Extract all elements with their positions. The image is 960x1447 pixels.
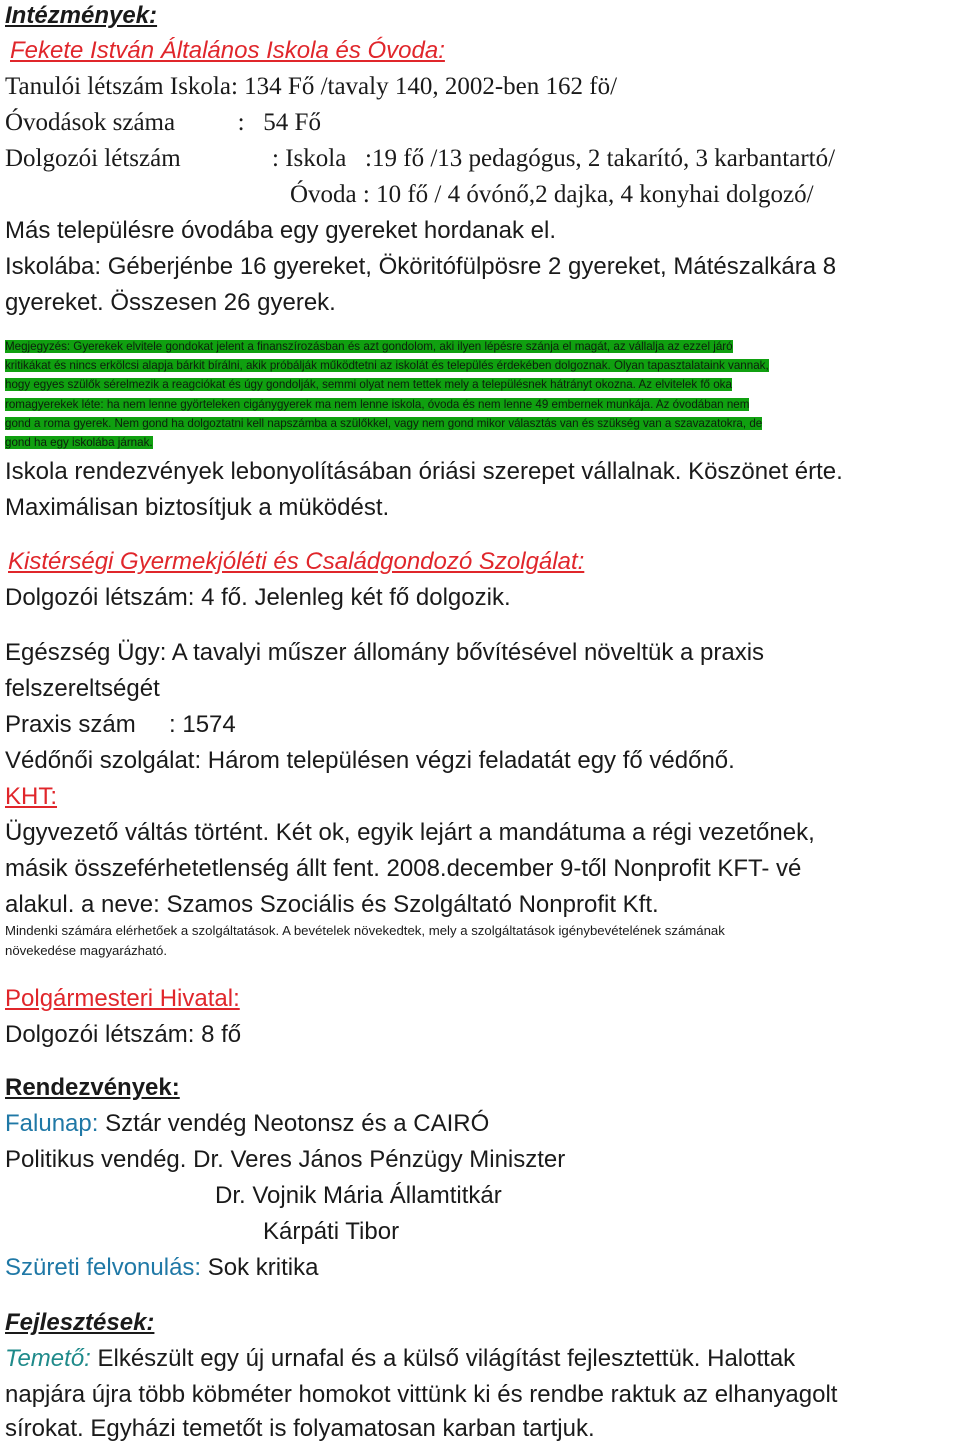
- note-line-1: Megjegyzés: Gyerekek elvitele gondokat jelent a finanszírozásban és azt gondolom, aki ilyen lépésre szánja el magát, az vállalja az ezzel járó: [5, 340, 733, 353]
- staff-school: : Iskola :19 fő /13 pedagógus, 2 takarító, 3 karbantartó/: [272, 145, 836, 172]
- note-line-4: romagyerekek léte: ha nem lenne györteleken cigánygyerek ma nem lenne iskola, óvoda és nem lenne 49 embernek munkája. Az óvodában nem: [5, 398, 750, 411]
- note-line-6: gond ha egy iskolába járnak.: [5, 436, 153, 449]
- school-pupils: Tanulói létszám Iskola: 134 Fő /tavaly 140, 2002-ben 162 fö/: [5, 73, 618, 100]
- village-day: [5, 1108, 489, 1140]
- health-line-1: Egészség Ügy: A tavalyi műszer állomány bővítésével növeltük a praxis: [5, 639, 765, 666]
- kht-line-2: másik összeférhetetlenség állt fent. 2008.december 9-től Nonprofit KFT- vé: [5, 855, 802, 882]
- practice-number: Praxis szám : 1574: [5, 711, 236, 738]
- kindergarten-count: Óvodások száma : 54 Fő: [5, 109, 321, 136]
- developments-line-3: sírokat. Egyházi temetőt is folyamatosan karban tartjuk.: [5, 1415, 595, 1442]
- mayor-office-staff: Dolgozói létszám: 8 fő: [5, 1021, 242, 1048]
- school-events-1: Iskola rendezvények lebonyolításában óriási szerepet vállalnak. Köszönet érte.: [5, 458, 843, 485]
- village-day-text: Sztár vendég Neotonsz és a CAIRÓ: [98, 1110, 490, 1137]
- staff-kindergarten: Óvoda : 10 fő / 4 óvónő,2 dajka, 4 konyhai dolgozó/: [290, 181, 814, 208]
- politician-2: Dr. Vojnik Mária Államtitkár: [215, 1182, 502, 1209]
- note-line-3: hogy egyes szülők sérelmezik a reagciókat és úgy gondolják, semmi olyat nem tettek mely a településnek hátrányt okozna. Az elvitelek fő oka: [5, 378, 732, 391]
- mayor-office-name: Polgármesteri Hivatal:: [5, 985, 240, 1012]
- harvest-text: Sok kritika: [201, 1254, 319, 1281]
- transport-school-2: gyereket. Összesen 26 gyerek.: [5, 289, 336, 316]
- family-service-staff: Dolgozói létszám: 4 fő. Jelenleg két fő dolgozik.: [5, 584, 511, 611]
- note-line-5: gond a roma gyerek. Nem gond ha dolgoztatni kell napszámba a szülőkkel, vagy nem gond mikor választás van és szükség van a szavazatokra, de: [5, 417, 763, 430]
- developments-line-2: napjára újra több köbméter homokot vittünk ki és rendbe raktuk az elhanyagolt: [5, 1381, 838, 1408]
- cemetery-label: Temető:: [5, 1345, 91, 1372]
- kht-small-1: Mindenki számára elérhetőek a szolgáltatások. A bevételek növekedtek, mely a szolgáltatások igénybevételének számának: [5, 923, 725, 938]
- kht-name: KHT:: [5, 783, 58, 810]
- note-line-2: kritikákat és nincs erkölcsi alapja bárkit bírálni, akik próbálják működtetni az iskolát és település érdekében dolgoznak. Olyan tapasztalataink vannak,: [5, 359, 769, 372]
- politician-3: Kárpáti Tibor: [263, 1218, 400, 1245]
- family-service-name: Kistérségi Gyermekjóléti és Családgondozó Szolgálat:: [8, 548, 585, 575]
- kht-small-2: növekedése magyarázható.: [5, 943, 168, 958]
- cemetery-text: Elkészült egy új urnafal és a külső világítást fejlesztettük. Halottak: [90, 1345, 796, 1372]
- kht-line-1: Ügyvezető váltás történt. Két ok, egyik lejárt a mandátuma a régi vezetőnek,: [5, 819, 815, 846]
- health-line-2: felszereltségét: [5, 675, 160, 702]
- harvest-parade: [5, 1252, 318, 1284]
- school-events-2: Maximálisan biztosítjuk a müködést.: [5, 494, 390, 521]
- school-name: Fekete István Általános Iskola és Óvoda:: [10, 37, 445, 64]
- transport-kindergarten: Más településre óvodába egy gyereket hordanak el.: [5, 217, 557, 244]
- politicians: Politikus vendég. Dr. Veres János Pénzügy Miniszter: [5, 1146, 566, 1173]
- harvest-label: Szüreti felvonulás:: [5, 1254, 202, 1281]
- transport-school-1: Iskolába: Géberjénbe 16 gyereket, Ököritófülpösre 2 gyereket, Mátészalkára 8: [5, 253, 837, 280]
- kht-line-3: alakul. a neve: Szamos Szociális és Szolgáltató Nonprofit Kft.: [5, 891, 659, 918]
- events-heading: Rendezvények:: [5, 1074, 180, 1101]
- heading-institutions: Intézmények:: [5, 2, 158, 29]
- cemetery-line: [5, 1343, 795, 1375]
- developments-heading: Fejlesztések:: [5, 1309, 155, 1336]
- nurse-service: Védőnői szolgálat: Három településen végzi feladatát egy fő védőnő.: [5, 747, 735, 774]
- staff-label: Dolgozói létszám: [5, 145, 181, 172]
- village-day-label: Falunap:: [5, 1110, 99, 1137]
